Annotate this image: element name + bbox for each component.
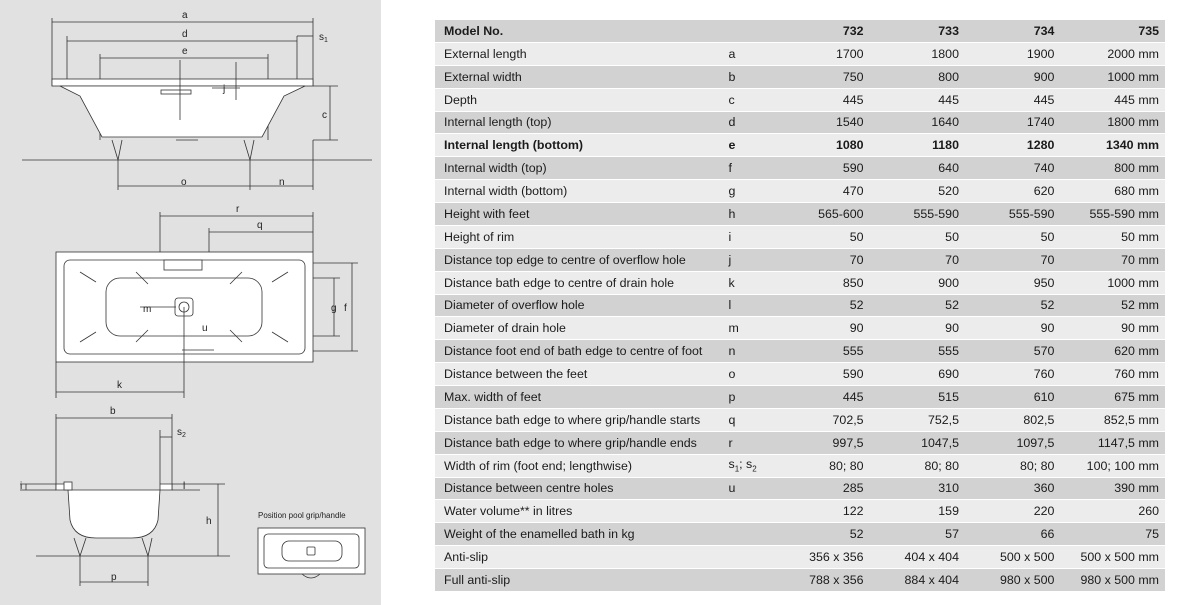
table-header-row (435, 20, 1165, 42)
row-value-734: 1097,5 (959, 431, 1054, 454)
row-value-733: 1800 (864, 42, 959, 65)
dim-label-m: m (143, 304, 152, 315)
row-symbol: a (729, 42, 769, 65)
row-value-735: 980 x 500 mm (1054, 569, 1165, 592)
row-value-732: 1540 (768, 111, 863, 134)
row-label: Anti-slip (435, 546, 729, 569)
row-value-732: 445 (768, 386, 863, 409)
dim-label-s1: $s_1$ (319, 32, 328, 44)
dim-label-h: h (206, 516, 212, 527)
row-label: Internal length (bottom) (435, 134, 729, 157)
row-value-734: 70 (959, 248, 1054, 271)
row-label: Water volume** in litres (435, 500, 729, 523)
row-symbol: m (729, 317, 769, 340)
row-symbol: d (729, 111, 769, 134)
row-value-732: 80; 80 (768, 454, 863, 477)
header-label: Model No. (435, 20, 729, 42)
row-symbol: h (729, 203, 769, 226)
header-symbol (729, 20, 769, 42)
header-model-735: 735 (1054, 20, 1165, 42)
dim-label-p: p (111, 572, 117, 583)
table-row (435, 386, 1165, 409)
row-value-734: 1900 (959, 42, 1054, 65)
row-value-734: 1280 (959, 134, 1054, 157)
technical-drawing-panel (0, 0, 381, 605)
grip-position-caption: Position pool grip/handle (258, 511, 346, 520)
row-value-732: 285 (768, 477, 863, 500)
row-value-735: 70 mm (1054, 248, 1165, 271)
row-value-732: 997,5 (768, 431, 863, 454)
row-value-733: 690 (864, 363, 959, 386)
row-value-734: 980 x 500 (959, 569, 1054, 592)
row-symbol: g (729, 180, 769, 203)
row-label: Distance foot end of bath edge to centre of foot (435, 340, 729, 363)
row-value-733: 884 x 404 (864, 569, 959, 592)
row-value-735: 52 mm (1054, 294, 1165, 317)
table-row (435, 42, 1165, 65)
dim-label-a: a (182, 10, 188, 21)
row-label: Max. width of feet (435, 386, 729, 409)
row-symbol: o (729, 363, 769, 386)
row-value-733: 70 (864, 248, 959, 271)
row-value-735: 852,5 mm (1054, 408, 1165, 431)
header-model-733: 733 (864, 20, 959, 42)
row-value-735: 50 mm (1054, 225, 1165, 248)
row-value-732: 52 (768, 294, 863, 317)
row-label: Internal width (bottom) (435, 180, 729, 203)
table-row (435, 157, 1165, 180)
table-row (435, 65, 1165, 88)
row-value-734: 220 (959, 500, 1054, 523)
row-value-735: 445 mm (1054, 88, 1165, 111)
row-value-735: 100; 100 mm (1054, 454, 1165, 477)
row-symbol (729, 523, 769, 546)
row-label: Full anti-slip (435, 569, 729, 592)
row-value-733: 404 x 404 (864, 546, 959, 569)
table-row (435, 203, 1165, 226)
row-value-733: 555-590 (864, 203, 959, 226)
row-symbol: b (729, 65, 769, 88)
dim-label-o: o (181, 177, 187, 188)
row-value-733: 310 (864, 477, 959, 500)
row-value-733: 80; 80 (864, 454, 959, 477)
row-value-735: 500 x 500 mm (1054, 546, 1165, 569)
row-value-732: 50 (768, 225, 863, 248)
table-row (435, 546, 1165, 569)
row-value-734: 445 (959, 88, 1054, 111)
row-symbol: f (729, 157, 769, 180)
row-value-734: 50 (959, 225, 1054, 248)
row-value-734: 610 (959, 386, 1054, 409)
table-row (435, 111, 1165, 134)
row-value-733: 1047,5 (864, 431, 959, 454)
row-value-734: 80; 80 (959, 454, 1054, 477)
table-row (435, 454, 1165, 477)
table-row (435, 317, 1165, 340)
table-row (435, 363, 1165, 386)
row-value-732: 122 (768, 500, 863, 523)
row-value-734: 900 (959, 65, 1054, 88)
row-symbol: j (729, 248, 769, 271)
row-value-732: 1700 (768, 42, 863, 65)
row-value-735: 1800 mm (1054, 111, 1165, 134)
row-value-734: 360 (959, 477, 1054, 500)
row-value-735: 390 mm (1054, 477, 1165, 500)
table-row (435, 431, 1165, 454)
row-value-732: 356 x 356 (768, 546, 863, 569)
dim-label-u: u (202, 323, 208, 334)
table-row (435, 88, 1165, 111)
row-value-733: 57 (864, 523, 959, 546)
specification-table (435, 20, 1165, 592)
row-value-733: 50 (864, 225, 959, 248)
dim-label-l: l (183, 481, 186, 492)
dim-label-j: j (223, 84, 226, 95)
row-value-735: 555-590 mm (1054, 203, 1165, 226)
dim-label-s2: $s_2$ (177, 427, 186, 439)
table-row (435, 225, 1165, 248)
row-label: Internal length (top) (435, 111, 729, 134)
table-row (435, 408, 1165, 431)
row-value-732: 555 (768, 340, 863, 363)
row-label: External width (435, 65, 729, 88)
row-value-732: 590 (768, 157, 863, 180)
row-label: Internal width (top) (435, 157, 729, 180)
row-value-733: 900 (864, 271, 959, 294)
row-value-732: 850 (768, 271, 863, 294)
row-label: Distance between centre holes (435, 477, 729, 500)
dim-label-e: e (182, 46, 188, 57)
table-row (435, 294, 1165, 317)
row-value-734: 740 (959, 157, 1054, 180)
row-value-734: 950 (959, 271, 1054, 294)
row-label: Distance bath edge to where grip/handle ends (435, 431, 729, 454)
table-row (435, 134, 1165, 157)
row-label: Diameter of drain hole (435, 317, 729, 340)
header-model-732: 732 (768, 20, 863, 42)
row-label: Distance bath edge to centre of drain hole (435, 271, 729, 294)
row-value-732: 90 (768, 317, 863, 340)
row-value-732: 52 (768, 523, 863, 546)
row-value-734: 52 (959, 294, 1054, 317)
row-value-733: 555 (864, 340, 959, 363)
row-symbol (729, 546, 769, 569)
row-label: Distance top edge to centre of overflow hole (435, 248, 729, 271)
row-value-734: 760 (959, 363, 1054, 386)
row-label: Diameter of overflow hole (435, 294, 729, 317)
row-label: Distance bath edge to where grip/handle starts (435, 408, 729, 431)
row-symbol (729, 500, 769, 523)
row-value-733: 515 (864, 386, 959, 409)
row-symbol-part: 2 (752, 464, 757, 474)
row-value-733: 52 (864, 294, 959, 317)
row-value-735: 260 (1054, 500, 1165, 523)
row-symbol: u (729, 477, 769, 500)
dim-label-d: d (182, 29, 188, 40)
row-value-733: 1640 (864, 111, 959, 134)
row-symbol: k (729, 271, 769, 294)
dim-label-f: f (344, 303, 347, 314)
row-value-732: 70 (768, 248, 863, 271)
row-value-735: 1147,5 mm (1054, 431, 1165, 454)
dim-label-b: b (110, 406, 116, 417)
row-value-735: 2000 mm (1054, 42, 1165, 65)
row-symbol-part: ; s (739, 457, 753, 472)
row-value-732: 565-600 (768, 203, 863, 226)
row-value-734: 1740 (959, 111, 1054, 134)
table-row (435, 271, 1165, 294)
row-label: Height with feet (435, 203, 729, 226)
row-value-735: 800 mm (1054, 157, 1165, 180)
row-value-735: 1000 mm (1054, 65, 1165, 88)
row-value-732: 750 (768, 65, 863, 88)
row-value-735: 760 mm (1054, 363, 1165, 386)
row-symbol: e (729, 134, 769, 157)
table-row (435, 500, 1165, 523)
row-value-734: 66 (959, 523, 1054, 546)
row-value-734: 500 x 500 (959, 546, 1054, 569)
row-symbol: q (729, 408, 769, 431)
row-value-733: 752,5 (864, 408, 959, 431)
row-value-734: 570 (959, 340, 1054, 363)
row-symbol: l (729, 294, 769, 317)
row-label: Width of rim (foot end; lengthwise) (435, 454, 729, 477)
row-label: Depth (435, 88, 729, 111)
row-value-732: 702,5 (768, 408, 863, 431)
row-value-735: 675 mm (1054, 386, 1165, 409)
table-row (435, 180, 1165, 203)
row-value-733: 800 (864, 65, 959, 88)
row-value-732: 590 (768, 363, 863, 386)
row-value-735: 620 mm (1054, 340, 1165, 363)
row-value-735: 90 mm (1054, 317, 1165, 340)
row-value-734: 90 (959, 317, 1054, 340)
dim-label-r: r (236, 204, 240, 215)
row-symbol: c (729, 88, 769, 111)
dim-label-q: q (257, 220, 263, 231)
row-symbol: r (729, 431, 769, 454)
row-value-732: 1080 (768, 134, 863, 157)
row-label: Height of rim (435, 225, 729, 248)
row-symbol-part: 1 (734, 464, 740, 474)
row-value-735: 1000 mm (1054, 271, 1165, 294)
row-label: Weight of the enamelled bath in kg (435, 523, 729, 546)
row-symbol: i (729, 225, 769, 248)
row-value-733: 445 (864, 88, 959, 111)
table-row (435, 248, 1165, 271)
row-value-734: 802,5 (959, 408, 1054, 431)
dim-label-i: i (20, 481, 23, 492)
row-value-735: 75 (1054, 523, 1165, 546)
row-value-733: 90 (864, 317, 959, 340)
row-value-732: 470 (768, 180, 863, 203)
row-value-733: 520 (864, 180, 959, 203)
row-label: Distance between the feet (435, 363, 729, 386)
row-value-734: 555-590 (959, 203, 1054, 226)
row-value-733: 640 (864, 157, 959, 180)
dim-label-k: k (117, 380, 122, 391)
dim-label-c: c (322, 110, 327, 121)
row-value-733: 1180 (864, 134, 959, 157)
row-symbol (729, 569, 769, 592)
row-value-734: 620 (959, 180, 1054, 203)
row-value-735: 680 mm (1054, 180, 1165, 203)
row-symbol: p (729, 386, 769, 409)
header-model-734: 734 (959, 20, 1054, 42)
row-value-733: 159 (864, 500, 959, 523)
dim-label-g: g (331, 303, 337, 314)
dim-label-n: n (279, 177, 285, 188)
table-row (435, 569, 1165, 592)
table-row (435, 523, 1165, 546)
row-value-735: 1340 mm (1054, 134, 1165, 157)
row-symbol: n (729, 340, 769, 363)
row-symbol (729, 454, 769, 477)
table-row (435, 340, 1165, 363)
row-value-732: 445 (768, 88, 863, 111)
row-label: External length (435, 42, 729, 65)
row-symbol-part: s (728, 457, 735, 472)
table-row (435, 477, 1165, 500)
row-value-732: 788 x 356 (768, 569, 863, 592)
